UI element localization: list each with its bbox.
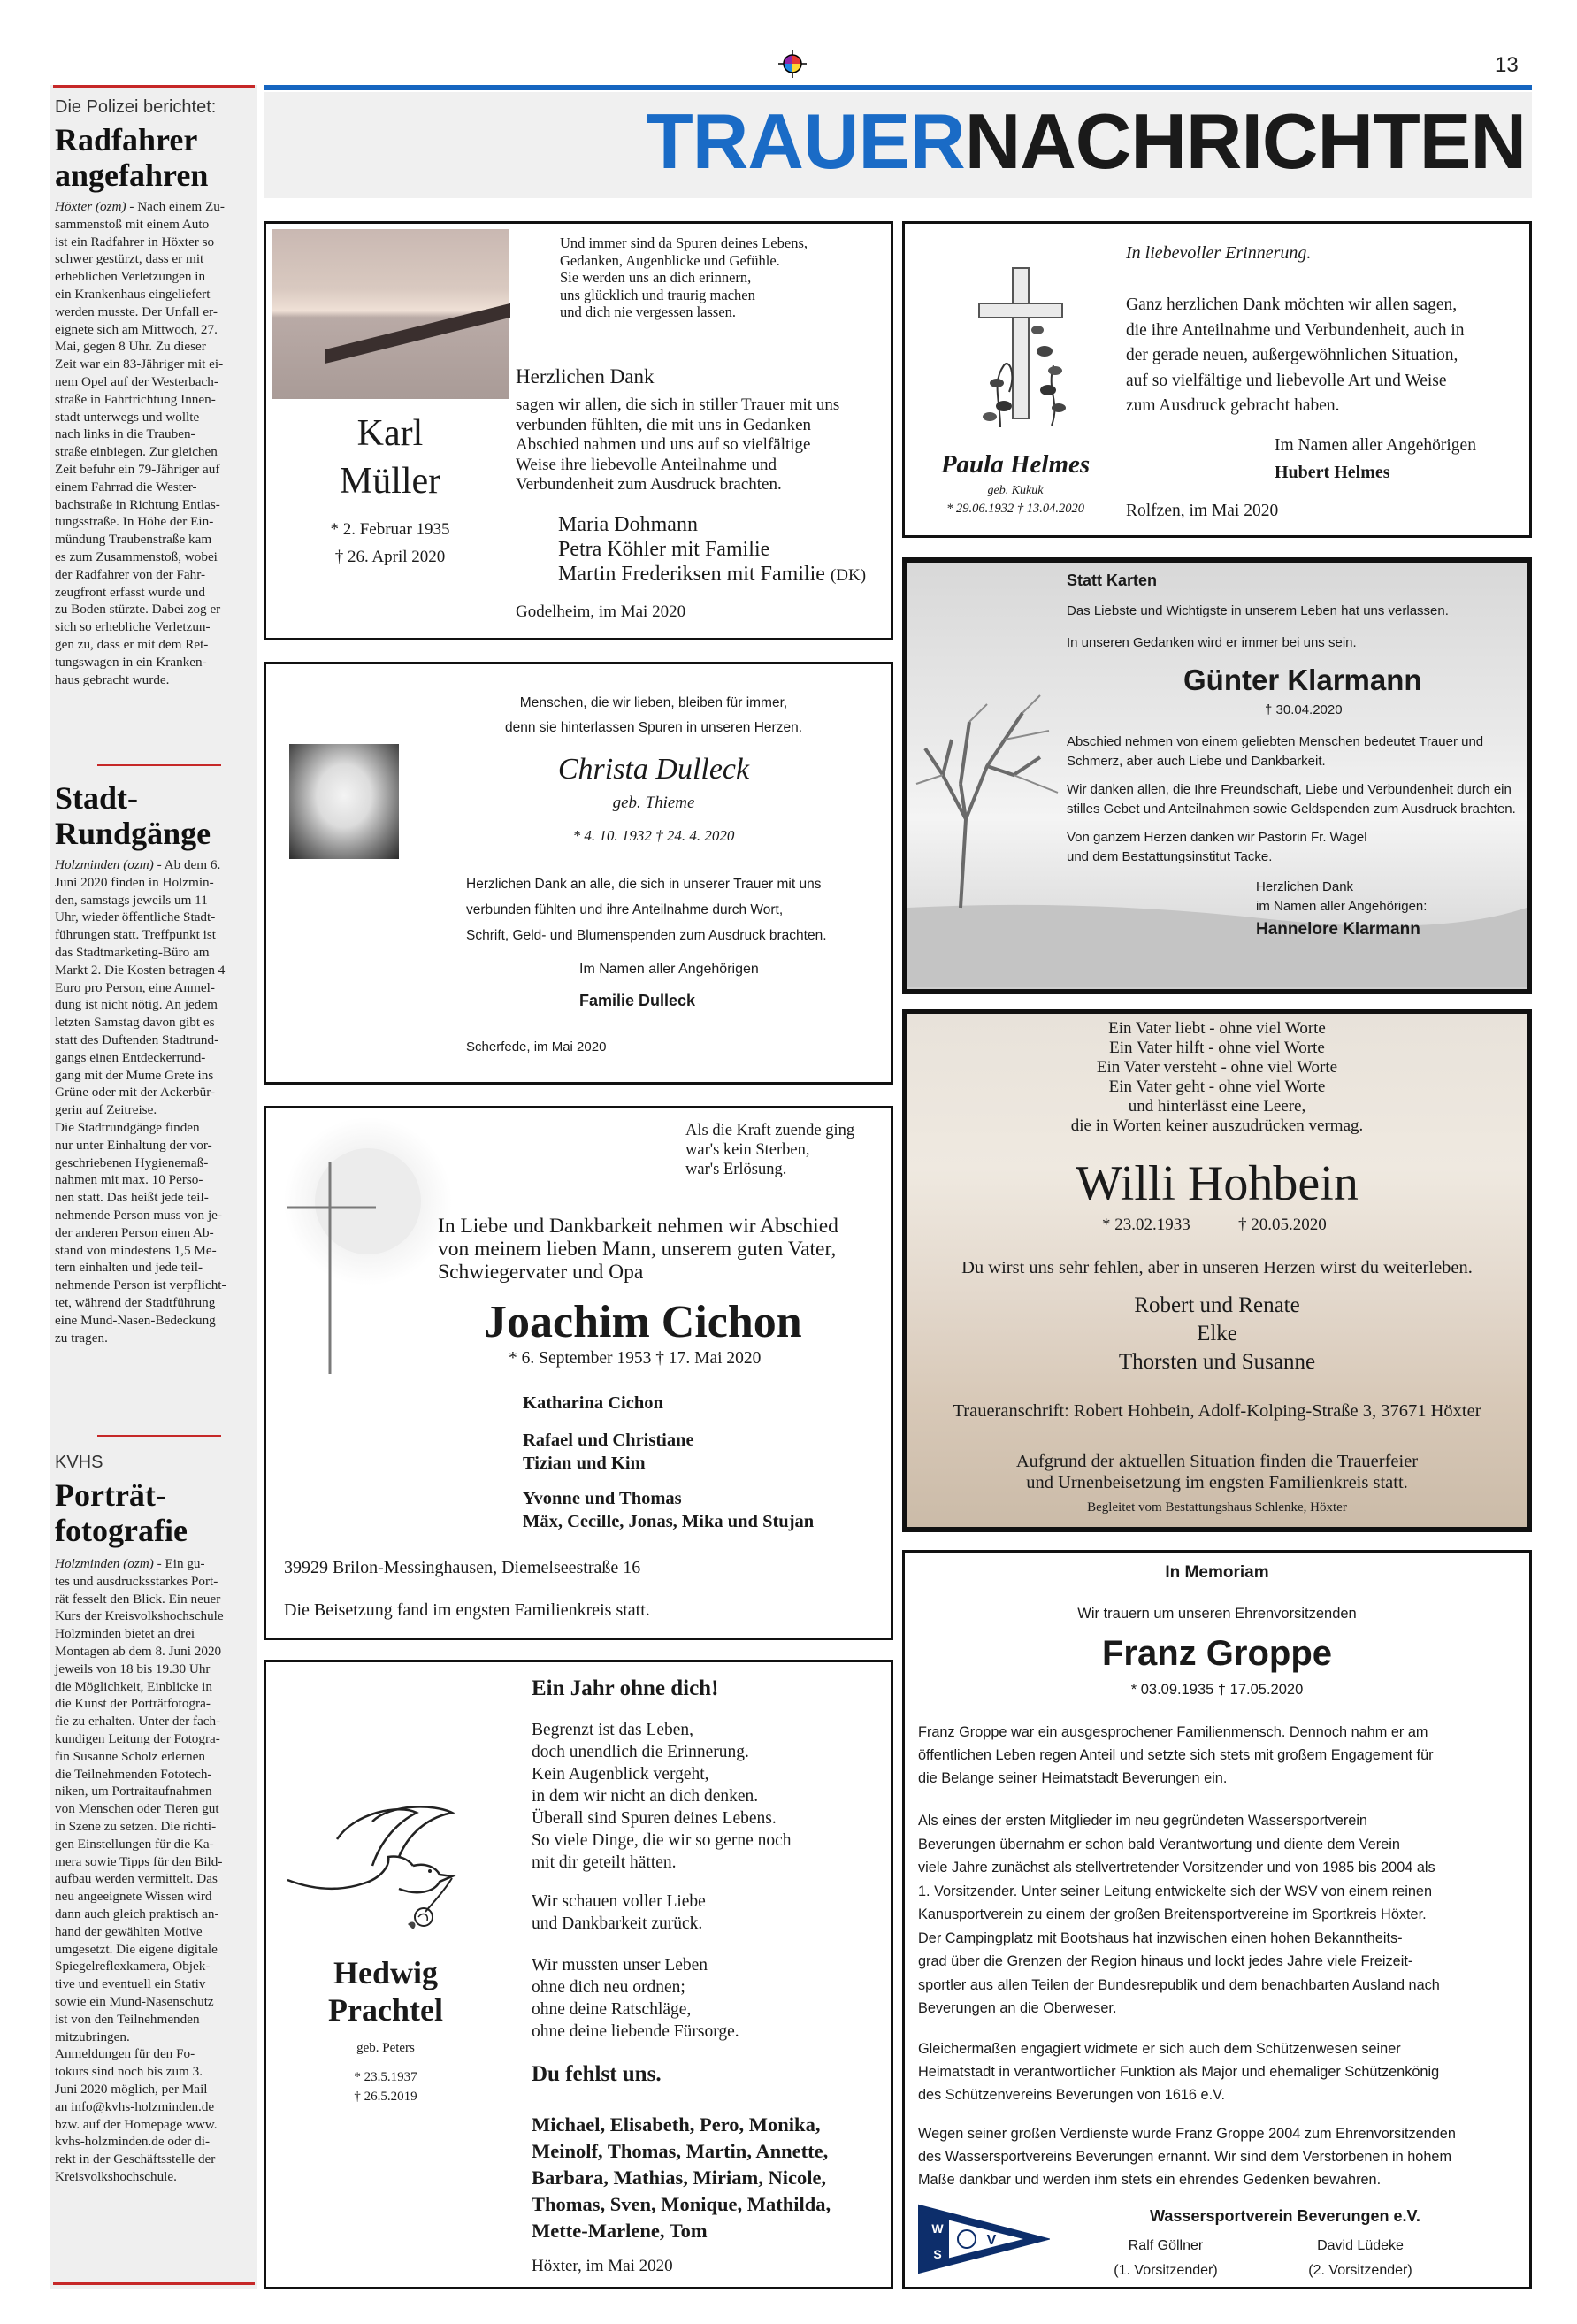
article-line: die Teilnehmenden Fototech- [55,1766,212,1782]
obituary-groppe [902,1550,1532,2289]
article-line: straße einbiegen. Zur gleichen [55,444,218,460]
article-line: gangs einen Entdeckerrund- [55,1049,206,1065]
article-line: nen statt. Das heißt jede teil- [55,1190,209,1206]
cross-with-ivy-icon [947,259,1098,427]
article-line: Juni 2020 finden in Holzmin- [55,874,214,890]
article-line: Die Stadtrundgänge finden [55,1119,200,1135]
helmes-text: Ganz herzlichen Dank möchten wir allen sagen, die ihre Anteilnahme und Verbundenheit, auch in der gerade neuen, außergewöhnlichen Situation, auf so vielfältige und liebevolle Art und Weise zum Ausdruck gebracht haben. [1126,295,1465,415]
portrait-photo [289,744,399,859]
article-line: ist von den Teilnehmenden [55,2011,200,2027]
article-line: eine Mund-Nasen-Bedeckung [55,1312,216,1328]
hohbein-born: * 23.02.1933 [1102,1216,1190,1234]
obituary-helmes [902,221,1532,538]
klarmann-thanks: Herzlichen Dank im Namen aller Angehörigen: [1256,879,1428,914]
article-line: nem Opel auf der Westerbach- [55,373,218,389]
dulleck-quote: Menschen, die wir lieben, bleiben für immer, denn sie hinterlassen Spuren in unseren Herzen. [504,695,803,735]
article-line: tungswagen in ein Kranken- [55,654,207,670]
prachtel-place-date: Höxter, im Mai 2020 [532,2257,673,2275]
klarmann-name: Günter Klarmann [1183,663,1422,696]
article-line: haus gebracht wurde. [55,671,170,687]
article-line: werden musste. Der Unfall er- [55,303,218,319]
groppe-p3: Gleichermaßen engagiert widmete er sich auch dem Schützenwesen seiner Heimatstadt in verantwortlicher Funktion als Major und ehemaliger Schützenkönig des Schützenvereins Beverungen von 1616 e.V. [918,2041,1440,2103]
page-title-part1: TRAUER [646,97,965,185]
prachtel-poem1: Begrenzt ist das Leben, doch unendlich die Erinnerung. Kein Augenblick vergeht, in dem wir nicht an dich denken. Überall sind Spuren deines Lebens. So viele Dinge, die wir so gerne noch mit dir geteilt hätten. [532,1721,792,1872]
divider [97,1435,221,1437]
obituary-dulleck [264,662,893,1085]
mueller-place-date: Godelheim, im Mai 2020 [516,602,686,621]
groppe-signer2: David Lüdeke (2. Vorsitzender) [1308,2238,1412,2278]
groppe-p4: Wegen seiner großen Verdienste wurde Franz Groppe 2004 zum Ehrenvorsitzenden des Wassersportvereins Beverungen ernannt. Wir sind dem Verstorbenen in hohem Maße dankbar und werden ihm stets ein ehrendes Gedenken bewahren. [918,2126,1456,2188]
klarmann-line2: In unseren Gedanken wird er immer bei uns sein. [1067,635,1357,650]
article-line: von Menschen oder Tieren gut [55,1801,219,1817]
article-line: bachstraße in Richtung Entlas- [55,496,220,512]
mueller-poem: Und immer sind da Spuren deines Lebens, Gedanken, Augenblicke und Gefühle. Sie werden uns an dich erinnern, uns glücklich und traurig machen und dich nie vergessen lassen. [560,234,808,320]
dulleck-on-behalf: Im Namen aller Angehörigen [579,962,759,977]
helmes-name: Paula Helmes [940,450,1091,479]
article-line: ein Krankenhaus eingeliefert [55,286,211,302]
article-line: Kurs der Kreisvolkshochschule [55,1608,224,1624]
dulleck-nee: geb. Thieme [612,794,695,812]
article-line: tern einhalten und jede teil- [55,1260,203,1276]
article-line: neu angeeignete Wissen wird [55,1889,212,1905]
groppe-p2: Als eines der ersten Mitglieder im neu gegründeten Wassersportverein Beverungen übernahm er schon bald Verantwortung und diente dem Verein viele Jahre zunächst als stellvertretender Vorsitzender und von 1985 bis 2004 als 1. Vorsitzender. Unter seiner Leitung entwickelte sich der WSV von einem reinen Kanusportverein zu einem der großen Breitensportvereine im Sportkreis Höxter. Der Campingplatz mit Bootshaus hat inzwischen einen hohen Bekanntheits- grad über die Grenzen der Region hinaus und lockt jedes Jahre viele Freizeit- sportler aus allen Teilen der Bundesrepublik und dem benachbarten Ausland nach Beverungen an die Oberweser. [918,1813,1440,2016]
article-line: nur unter Einhaltung der vor- [55,1137,212,1153]
prachtel-title: Ein Jahr ohne dich! [532,1676,719,1700]
article-line: niken, um Portraitaufnahmen [55,1783,212,1799]
groppe-intro: Wir trauern um unseren Ehrenvorsitzenden [1077,1606,1357,1622]
article-line: jeweils von 18 bis 19.30 Uhr [55,1661,211,1676]
article-line: in Szene zu setzen. Die richti- [55,1818,217,1834]
article-line: rekt in der Geschäftsstelle der [55,2151,216,2167]
hohbein-notice: Aufgrund der aktuellen Situation finden die Trauerfeier und Urnenbeisetzung im engsten Familienkreis statt. [1015,1452,1419,1492]
helmes-nee: geb. Kukuk [987,484,1044,497]
cichon-family-1: Katharina Cichon [523,1393,663,1413]
article-line: mündung Traubenstraße kam [55,532,212,548]
divider [53,2282,255,2285]
page-title [646,97,1526,185]
article-line: Spiegelreflexkamera, Objek- [55,1959,211,1975]
article-line: gang mit der Mume Grete ins [55,1067,214,1083]
helmes-signer: Hubert Helmes [1275,463,1390,482]
article-line: Uhr, wieder öffentliche Stadt- [55,909,216,925]
article-line: Kreisvolkshochschule. [55,2168,177,2184]
groppe-heading: In Memoriam [1165,1563,1269,1582]
hohbein-address: Traueranschrift: Robert Hohbein, Adolf-Kolping-Straße 3, 37671 Höxter [953,1401,1481,1421]
article-line: nahmen mit max. 10 Perso- [55,1172,203,1188]
pennant-letter-w: W [931,2221,944,2236]
hohbein-line: Du wirst uns sehr fehlen, aber in unseren Herzen wirst du weiterleben. [961,1258,1473,1277]
article-line: dann auch gleich praktisch an- [55,1906,219,1921]
helmes-place-date: Rolfzen, im Mai 2020 [1126,502,1279,520]
cichon-notice: Die Beisetzung fand im engsten Familienkreis statt. [284,1600,650,1620]
article-line: Montagen ab dem 8. Juni 2020 [55,1643,222,1659]
article-line: Anmeldungen für den Fo- [55,2046,195,2062]
article-line: die Möglichkeit, Einblicke in [55,1678,212,1694]
hohbein-died: † 20.05.2020 [1238,1216,1327,1234]
article1-kicker: Die Polizei berichtet: [55,97,217,117]
article-line: Zeit befuhr ein 79-Jähriger auf [55,461,220,477]
article-line: stand von mindestens 1,5 Me- [55,1242,217,1258]
article-line: der anderen Person einen Ab- [55,1224,214,1240]
article-line: kundigen Leitung der Fotogra- [55,1730,220,1746]
mueller-name: Karl Müller [339,413,441,502]
article-line: einem Fahrrad die Wester- [55,479,197,495]
article-line: mitzubringen. [55,2029,130,2044]
cichon-poem: Als die Kraft zuende ging war's kein Sterben, war's Erlösung. [685,1122,855,1178]
article-line: Juni 2020 möglich, per Mail [55,2081,208,2097]
article2-body [55,856,253,1346]
prachtel-names: Michael, Elisabeth, Pero, Monika, Meinolf, Thomas, Martin, Annette, Barbara, Mathias, Miriam, Nicole, Thomas, Sven, Monique, Mathilda, Mette-Marlene, Tom [532,2113,831,2242]
groppe-club: Wassersportverein Beverungen e.V. [1150,2207,1420,2225]
club-pennant-logo [917,2204,1050,2274]
divider [53,85,255,88]
registration-mark-icon [778,50,807,78]
article-line: die Kunst der Porträtfotogra- [55,1696,211,1712]
cichon-name: Joachim Cichon [484,1297,802,1347]
cichon-dates: * 6. September 1953 † 17. Mai 2020 [509,1349,762,1368]
article-line: geschriebenen Hygienemaß- [55,1154,209,1170]
cichon-family-2: Rafael und Christiane Tizian und Kim [523,1430,694,1473]
article-line: tungsstraße. In Höhe der Ein- [55,514,214,530]
header-rule [264,85,1532,90]
mueller-dates: * 2. Februar 1935 † 26. April 2020 [330,520,450,566]
article-line: Holzminden (ozm) - Ein gu- [55,1556,205,1571]
article-line: Mai, gegen 8 Uhr. Zu dieser [55,339,206,355]
prachtel-missing: Du fehlst uns. [532,2062,662,2086]
article-line: gen zu, dass er mit dem Ret- [55,636,209,652]
cichon-family-3: Yvonne und Thomas Mäx, Cecille, Jonas, Mika und Stujan [523,1489,815,1531]
article-line: hand der gewählten Motive [55,1923,203,1939]
klarmann-p1: Abschied nehmen von einem geliebten Menschen bedeutet Trauer und Schmerz, aber auch Liebe und Dankbarkeit. [1067,734,1484,769]
cichon-intro: In Liebe und Dankbarkeit nehmen wir Abschied von meinem lieben Mann, unserem guten Vater, Schwiegervater und Opa [438,1215,838,1284]
obituary-klarmann [902,557,1532,994]
prachtel-name: Hedwig Prachtel [328,1955,443,2028]
article-line: schwer gestürzt, dass er mit [55,251,204,267]
klarmann-died: † 30.04.2020 [1265,702,1343,717]
article3-headline: Porträt- fotografie [55,1477,188,1548]
article-line: Holzminden bietet an drei [55,1626,195,1642]
divider [97,764,221,766]
article-line: Zeit war ein 83-Jähriger mit ei- [55,357,224,372]
article-line: an info@kvhs-holzminden.de [55,2098,215,2114]
article-line: zu tragen. [55,1330,108,1346]
article-line: führungen statt. Treffpunkt ist [55,927,216,943]
article-line: bzw. auf der Homepage www. [55,2116,218,2132]
prachtel-poem2: Wir schauen voller Liebe und Dankbarkeit zurück. [532,1892,706,1933]
article-line: gen Einstellungen für die Ka- [55,1836,214,1852]
page-number: 13 [1495,53,1519,77]
page-title-part2: NACHRICHTEN [964,97,1526,185]
pennant-letter-s: S [933,2247,942,2261]
klarmann-signer: Hannelore Klarmann [1256,920,1420,939]
article-line: fin Susanne Scholz erlernen [55,1748,205,1764]
article-line: rät fesselt den Blick. Ein neuer [55,1591,221,1607]
helmes-dates: * 29.06.1932 † 13.04.2020 [946,502,1084,516]
obituary-cichon [264,1106,893,1640]
hohbein-name: Willi Hohbein [1076,1156,1359,1211]
article-line: zu Boden stürzte. Dabei zog er [55,602,221,617]
groppe-dates: * 03.09.1935 † 17.05.2020 [1130,1682,1304,1698]
article-line: kvhs-holzminden.de oder di- [55,2134,211,2150]
dulleck-dates: * 4. 10. 1932 † 24. 4. 2020 [572,827,735,844]
article2-headline: Stadt- Rundgänge [55,780,211,851]
article-line: Markt 2. Die Kosten betragen 4 [55,962,226,978]
article1-headline: Radfahrer angefahren [55,122,209,193]
article-line: gerin auf Zeitreise. [55,1102,157,1118]
article-line: Euro pro Person, eine Anmel- [55,979,215,995]
dulleck-name: Christa Dulleck [557,753,750,786]
article-line: erheblichen Verletzungen in [55,269,206,285]
article-line: nach links in die Trauben- [55,426,195,442]
prachtel-nee: geb. Peters [356,2041,415,2055]
dulleck-signer: Familie Dulleck [579,992,696,1009]
mueller-thanks-text: sagen wir allen, die sich in stiller Trauer mit uns verbunden fühlten, die mit uns in Gedanken Abschied nahmen und uns auf so vielfältige Weise ihre liebevolle Anteilnahme und Verbundenheit zum Ausdruck brachten. [516,395,840,494]
article-line: zeugfront erfasst wurde und [55,584,205,600]
article3-body [55,1555,253,2186]
article-line: sowie ein Mund-Nasenschutz [55,1993,214,2009]
article1-body [55,198,253,688]
hohbein-undertaker: Begleitet vom Bestattungshaus Schlenke, Höxter [1087,1500,1347,1515]
klarmann-heading: Statt Karten [1067,571,1158,589]
hohbein-poem: Ein Vater liebt - ohne viel Worte Ein Vater hilft - ohne viel Worte Ein Vater versteht - ohne viel Worte Ein Vater geht - ohne viel Worte und hinterlässt eine Leere, die in Worten keiner auszudrücken vermag. [1070,1019,1364,1135]
article-line: umgesetzt. Die eigene digitale [55,1941,218,1957]
hohbein-family: Robert und Renate Elke Thorsten und Susanne [1118,1293,1316,1374]
klarmann-p3: Von ganzem Herzen danken wir Pastorin Fr. Wagel und dem Bestattungsinstitut Tacke. [1067,830,1367,864]
article-line: tes und ausdrucksstarkes Port- [55,1573,218,1589]
article-line: fie zu erhalten. Unter der fach- [55,1714,221,1730]
helmes-intro: In liebevoller Erinnerung. [1126,243,1312,263]
article-line: Höxter (ozm) - Nach einem Zu- [55,199,225,214]
groppe-p1: Franz Groppe war ein ausgesprochener Familienmensch. Dennoch nahm er am öffentlichen Leben regen Anteil und setzte sich stets mit großem Engagement für die Belange seiner Heimatstadt Beverungen ein. [918,1724,1434,1786]
article-line: mera sowie Tipps für den Bild- [55,1853,223,1869]
article-line: Holzminden (ozm) - Ab dem 6. [55,857,221,872]
article-line: sich so erhebliche Verletzun- [55,619,211,635]
article-line: ist ein Radfahrer in Höxter so [55,234,215,249]
article3-kicker: KVHS [55,1453,103,1472]
groppe-signer1: Ralf Göllner (1. Vorsitzender) [1114,2238,1218,2278]
cichon-address: 39929 Brilon-Messinghausen, Diemelseestraße 16 [284,1558,641,1577]
article-line: tive und eventuell ein Stativ [55,1976,206,1992]
klarmann-line1: Das Liebste und Wichtigste in unserem Leben hat uns verlassen. [1067,603,1449,618]
article-line: der Radfahrer von der Fahr- [55,566,206,582]
pennant-letter-v: V [986,2233,997,2248]
sunset-pier-photo [272,229,509,399]
prachtel-dates: * 23.5.1937 † 26.5.2019 [354,2070,417,2104]
article-line: nehmende Person muss von je- [55,1207,222,1223]
article-line: den, samstags jeweils um 11 [55,892,208,908]
article-line: stadt unterwegs und wollte [55,409,200,425]
article-line: das Stadtmarketing-Büro am [55,944,210,960]
article-line: statt des Duftenden Stadtrund- [55,1032,219,1047]
obituary-mueller [264,221,893,640]
dulleck-text: Herzlichen Dank an alle, die sich in unserer Trauer mit uns verbunden fühlten und ihre Anteilnahme durch Wort, Schrift, Geld- und Blumenspenden zum Ausdruck brachten. [466,877,827,943]
article-line: letzten Samstag davon gibt es [55,1015,215,1031]
article-line: aufbau werden vermittelt. Das [55,1871,218,1887]
mueller-mourners: Maria Dohmann Petra Köhler mit Familie Martin Frederiksen mit Familie (DK) [558,513,867,586]
helmes-on-behalf: Im Namen aller Angehörigen [1275,436,1476,455]
article-line: tokurs sind noch bis zum 3. [55,2064,203,2080]
groppe-name: Franz Groppe [1101,1634,1333,1673]
article-line: straße in Fahrtrichtung Innen- [55,391,216,407]
article-line: nehmende Person ist verpflicht- [55,1277,226,1293]
dove-with-rose-icon [284,1804,478,1937]
article-line: dung ist nicht nötig. An jedem [55,997,218,1013]
article-line: sammenstoß mit einem Auto [55,216,210,232]
dulleck-place-date: Scherfede, im Mai 2020 [466,1039,607,1055]
klarmann-p2: Wir danken allen, die Ihre Freundschaft, Liebe und Verbundenheit durch ein stilles Gebet und Anteilnahmen sowie Geldspenden zum Ausdruck brachten. [1067,782,1516,817]
prachtel-poem3: Wir mussten unser Leben ohne dich neu ordnen; ohne deine Ratschläge, ohne deine liebende Fürsorge. [532,1956,739,2041]
obituary-prachtel [264,1660,893,2289]
article-line: Grüne oder mit der Ackerbür- [55,1085,216,1101]
article-line: eignete sich am Mittwoch, 27. [55,321,218,337]
obituary-hohbein [902,1009,1532,1532]
article-line: tet, während der Stadtführung [55,1294,216,1310]
mueller-thanks-title: Herzlichen Dank [516,365,655,387]
article-line: es zum Zusammenstoß, wobei [55,548,218,564]
